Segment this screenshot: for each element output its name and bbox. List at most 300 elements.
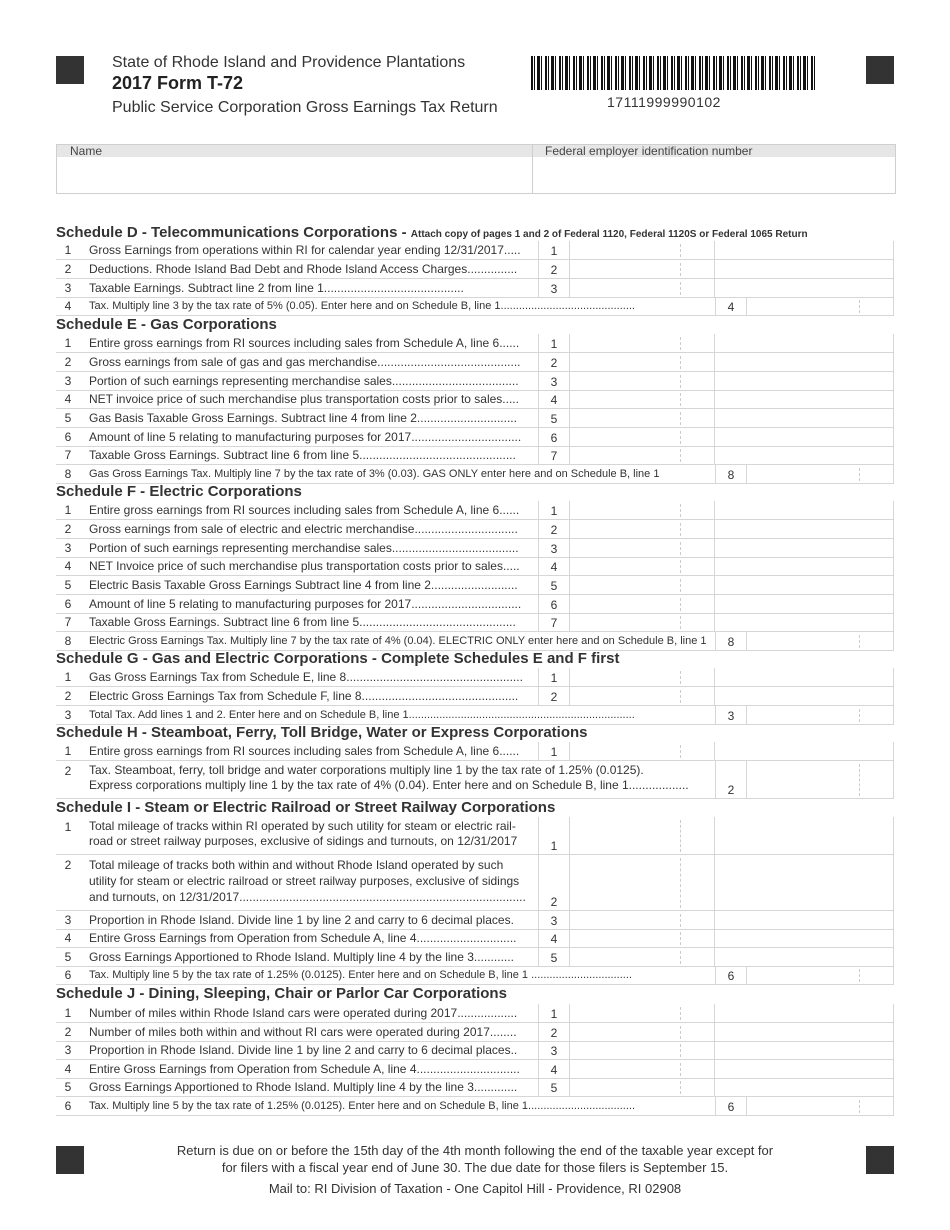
line-text: Electric Basis Taxable Gross Earnings Subtract line 4 from line 2.......................... xyxy=(89,578,518,592)
line-amount-input[interactable] xyxy=(570,929,715,948)
line-number: 4 xyxy=(64,392,72,406)
cents-divider xyxy=(680,504,681,517)
line-text: Proportion in Rhode Island. Divide line 1 by line 2 and carry to 6 decimal places. xyxy=(89,913,514,927)
line-text: Number of miles both within and without RI cars were operated during 2017........ xyxy=(89,1025,517,1039)
line-amount-input[interactable] xyxy=(570,1004,715,1023)
line-box-number: 1 xyxy=(538,501,570,520)
line-text: Gross Earnings Apportioned to Rhode Island. Multiply line 4 by the line 3............ xyxy=(89,950,514,964)
tax-amount-input[interactable] xyxy=(747,297,894,316)
line-number: 1 xyxy=(64,243,72,257)
line-text: Tax. Multiply line 5 by the tax rate of 1.25% (0.0125). Enter here and on Schedule B, line 1................................... xyxy=(89,1100,636,1112)
line-amount-input[interactable] xyxy=(570,742,715,761)
schedule-i-title xyxy=(56,799,555,816)
schedule-d-line-1 xyxy=(56,241,894,260)
form-subtitle: Public Service Corporation Gross Earnings Tax Return xyxy=(112,99,498,116)
line-text-continued: utility for steam or electric railroad or street railway purposes, exclusive of sidings xyxy=(89,874,520,888)
right-column-blank xyxy=(715,1078,894,1097)
schedule-e-line-3 xyxy=(56,372,894,391)
line-number: 3 xyxy=(64,708,72,722)
schedule-j-line-4 xyxy=(56,1060,894,1079)
footer-mail-to: Mail to: RI Division of Taxation - One Capitol Hill - Providence, RI 02908 xyxy=(268,1181,682,1196)
line-box-number: 1 xyxy=(538,817,570,855)
line-description xyxy=(89,1080,517,1094)
line-amount-input[interactable] xyxy=(570,539,715,558)
line-text-continued: road or street railway purposes, exclusive of sidings and turnouts, on 12/31/2017 xyxy=(89,834,518,848)
cents-divider xyxy=(859,709,860,722)
line-number: 3 xyxy=(64,913,72,927)
schedule-f-line-3 xyxy=(56,539,894,558)
schedule-d-line-2 xyxy=(56,260,894,279)
line-description xyxy=(89,819,517,849)
cents-divider xyxy=(680,560,681,573)
line-box-number: 5 xyxy=(538,948,570,967)
line-amount-input[interactable] xyxy=(570,595,715,614)
schedule-h-line-1 xyxy=(56,742,894,761)
line-box-number: 4 xyxy=(715,297,747,316)
line-number: 2 xyxy=(64,858,72,872)
line-text: Deductions. Rhode Island Bad Debt and Rhode Island Access Charges............... xyxy=(89,262,518,276)
line-number: 5 xyxy=(64,950,72,964)
line-description xyxy=(89,931,517,945)
line-number: 2 xyxy=(64,1025,72,1039)
line-text: Tax. Multiply line 3 by the tax rate of 5% (0.05). Enter here and on Schedule B, line 1............................................ xyxy=(89,300,635,312)
line-amount-input[interactable] xyxy=(570,668,715,687)
tax-amount-input[interactable] xyxy=(747,966,894,985)
schedule-e-line-6 xyxy=(56,428,894,447)
line-number: 6 xyxy=(64,1099,72,1113)
line-description xyxy=(89,857,526,905)
line-box-number: 4 xyxy=(538,557,570,576)
line-box-number: 1 xyxy=(538,334,570,353)
right-column-blank xyxy=(715,557,894,576)
cents-divider xyxy=(680,932,681,945)
line-number: 4 xyxy=(64,931,72,945)
line-number: 1 xyxy=(64,503,72,517)
cents-divider xyxy=(680,263,681,276)
schedule-e-line-4 xyxy=(56,390,894,409)
line-amount-input[interactable] xyxy=(570,1041,715,1060)
line-text: Amount of line 5 relating to manufacturing purposes for 2017................................. xyxy=(89,597,522,611)
line-description xyxy=(89,355,521,369)
right-column-blank xyxy=(715,1023,894,1042)
tax-amount-input[interactable] xyxy=(747,632,894,651)
line-text: Amount of line 5 relating to manufacturing purposes for 2017................................. xyxy=(89,430,522,444)
line-amount-input[interactable] xyxy=(570,1023,715,1042)
line-number: 5 xyxy=(64,578,72,592)
line-text: Taxable Gross Earnings. Subtract line 6 from line 5............................................... xyxy=(89,448,516,462)
line-text: Taxable Gross Earnings. Subtract line 6 from line 5............................................... xyxy=(89,615,516,629)
schedule-e-line-7 xyxy=(56,446,894,465)
footer-due-line-1: Return is due on or before the 15th day of the 4th month following the end of the taxable year except for xyxy=(176,1143,774,1158)
line-text: Gross Earnings Apportioned to Rhode Island. Multiply line 4 by the line 3............. xyxy=(89,1080,518,1094)
registration-mark-top-right xyxy=(866,56,894,84)
right-column-blank xyxy=(715,334,894,353)
line-text-continued: Express corporations multiply line 1 by the tax rate of 4% (0.04). Enter here and on Schedule B, line 1.................. xyxy=(89,778,689,792)
line-description xyxy=(89,281,464,295)
line-description xyxy=(89,262,517,276)
tax-amount-input[interactable] xyxy=(747,706,894,725)
line-box-number: 6 xyxy=(715,1097,747,1116)
right-column-blank xyxy=(715,613,894,632)
line-text: Entire gross earnings from RI sources including sales from Schedule A, line 6...... xyxy=(89,336,520,350)
line-box-number: 8 xyxy=(715,632,747,651)
line-description xyxy=(89,503,519,517)
line-box-number: 8 xyxy=(715,465,747,484)
line-amount-input[interactable] xyxy=(570,409,715,428)
line-box-number: 3 xyxy=(538,1041,570,1060)
cents-divider xyxy=(680,690,681,703)
cents-divider xyxy=(859,969,860,982)
line-description xyxy=(89,1043,517,1057)
cents-divider xyxy=(680,1044,681,1057)
line-amount-input[interactable] xyxy=(570,948,715,967)
cents-divider xyxy=(680,523,681,536)
schedule-g-line-2 xyxy=(56,687,894,706)
name-input[interactable] xyxy=(57,157,532,193)
cents-divider xyxy=(680,1026,681,1039)
schedule-f-title xyxy=(56,483,302,500)
cents-divider xyxy=(680,671,681,684)
line-amount-input[interactable] xyxy=(570,687,715,706)
cents-divider xyxy=(859,764,860,796)
schedule-f-line-7 xyxy=(56,613,894,632)
schedule-j-line-6 xyxy=(56,1097,894,1116)
right-column-blank xyxy=(715,929,894,948)
schedule-e-line-5 xyxy=(56,409,894,428)
line-amount-input[interactable] xyxy=(570,1078,715,1097)
schedule-i-line-3 xyxy=(56,911,894,930)
line-number: 8 xyxy=(64,634,72,648)
line-box-number: 6 xyxy=(538,428,570,447)
cents-divider xyxy=(680,449,681,462)
line-box-number: 2 xyxy=(538,520,570,539)
line-amount-input[interactable] xyxy=(570,372,715,391)
cents-divider xyxy=(859,468,860,481)
cents-divider xyxy=(680,244,681,257)
line-description xyxy=(89,968,632,982)
line-number: 6 xyxy=(64,968,72,982)
cents-divider xyxy=(680,820,681,852)
line-number: 7 xyxy=(64,615,72,629)
schedule-e-title xyxy=(56,316,277,333)
line-text: Gross earnings from sale of electric and electric merchandise............................... xyxy=(89,522,518,536)
line-box-number: 3 xyxy=(715,706,747,725)
line-box-number: 2 xyxy=(538,353,570,372)
right-column-blank xyxy=(715,668,894,687)
barcode xyxy=(531,56,817,90)
line-text: Entire Gross Earnings from Operation from Schedule A, line 4.............................. xyxy=(89,931,517,945)
schedule-d-line-4 xyxy=(56,297,894,316)
line-box-number: 6 xyxy=(538,595,570,614)
line-amount-input[interactable] xyxy=(570,817,715,855)
cents-divider xyxy=(680,951,681,964)
line-amount-input[interactable] xyxy=(570,911,715,930)
line-amount-input[interactable] xyxy=(570,353,715,372)
line-description xyxy=(89,1099,635,1113)
line-description xyxy=(89,336,519,350)
schedule-e-title-text: Schedule E - Gas Corporations xyxy=(56,316,277,333)
line-amount-input[interactable] xyxy=(570,428,715,447)
line-amount-input[interactable] xyxy=(570,501,715,520)
line-description xyxy=(89,448,516,462)
line-box-number: 2 xyxy=(538,1023,570,1042)
schedule-i-line-1 xyxy=(56,817,894,855)
cents-divider xyxy=(680,1007,681,1020)
line-text: Entire gross earnings from RI sources including sales from Schedule A, line 6...... xyxy=(89,744,520,758)
line-description xyxy=(89,467,659,481)
line-description xyxy=(89,541,519,555)
line-box-number: 1 xyxy=(538,668,570,687)
cents-divider xyxy=(680,745,681,758)
line-box-number: 3 xyxy=(538,372,570,391)
line-box-number: 7 xyxy=(538,613,570,632)
line-description xyxy=(89,763,689,793)
schedule-d-line-3 xyxy=(56,279,894,298)
line-description xyxy=(89,299,635,313)
line-text: Portion of such earnings representing merchandise sales...................................... xyxy=(89,541,519,555)
line-description xyxy=(89,392,519,406)
line-box-number: 2 xyxy=(538,687,570,706)
schedule-j-line-3 xyxy=(56,1041,894,1060)
line-description xyxy=(89,559,520,573)
line-box-number: 3 xyxy=(538,539,570,558)
line-number: 4 xyxy=(64,559,72,573)
line-text: Entire Gross Earnings from Operation from Schedule A, line 4............................... xyxy=(89,1062,520,1076)
schedule-g-title-text: Schedule G - Gas and Electric Corporations - Complete Schedules E and F first xyxy=(56,650,620,667)
schedule-j-line-2 xyxy=(56,1023,894,1042)
line-box-number: 4 xyxy=(538,929,570,948)
line-number: 3 xyxy=(64,281,72,295)
line-box-number: 1 xyxy=(538,1004,570,1023)
form-title: 2017 Form T-72 xyxy=(112,73,244,93)
line-description xyxy=(89,913,514,927)
right-column-blank xyxy=(715,446,894,465)
schedule-d-title-text: Schedule D - Telecommunications Corporations - xyxy=(56,224,407,241)
right-column-blank xyxy=(715,687,894,706)
form-header xyxy=(112,54,498,117)
line-text: Number of miles within Rhode Island cars were operated during 2017.................. xyxy=(89,1006,518,1020)
line-number: 8 xyxy=(64,467,72,481)
right-column-blank xyxy=(715,260,894,279)
line-box-number: 2 xyxy=(715,761,747,799)
line-description xyxy=(89,597,521,611)
line-text-continued: and turnouts, on 12/31/2017...................................................................................... xyxy=(89,890,526,904)
registration-mark-top-left xyxy=(56,56,84,84)
line-description xyxy=(89,578,518,592)
line-text: Gas Gross Earnings Tax. Multiply line 7 by the tax rate of 3% (0.03). GAS ONLY enter here and on Schedule B, line 1 xyxy=(89,468,660,480)
cents-divider xyxy=(859,1100,860,1113)
schedule-h-title xyxy=(56,724,588,741)
line-amount-input[interactable] xyxy=(570,576,715,595)
right-column-blank xyxy=(715,353,894,372)
schedule-i-line-6 xyxy=(56,966,894,985)
line-number: 1 xyxy=(64,1006,72,1020)
line-text: Gas Basis Taxable Gross Earnings. Subtract line 4 from line 2.............................. xyxy=(89,411,517,425)
line-number: 6 xyxy=(64,597,72,611)
line-text: Proportion in Rhode Island. Divide line 1 by line 2 and carry to 6 decimal places.. xyxy=(89,1043,518,1057)
line-description xyxy=(89,615,516,629)
cents-divider xyxy=(680,858,681,908)
schedule-h-line-2 xyxy=(56,761,894,799)
line-text: Gas Gross Earnings Tax from Schedule E, line 8..................................................... xyxy=(89,670,523,684)
line-number: 2 xyxy=(64,522,72,536)
line-box-number: 6 xyxy=(715,966,747,985)
name-label: Name xyxy=(70,144,103,158)
tax-amount-input[interactable] xyxy=(747,465,894,484)
line-description xyxy=(89,430,521,444)
line-description xyxy=(89,1006,517,1020)
line-number: 4 xyxy=(64,1062,72,1076)
line-amount-input[interactable] xyxy=(570,446,715,465)
cents-divider xyxy=(680,1081,681,1094)
right-column-blank xyxy=(715,1041,894,1060)
line-description xyxy=(89,243,521,257)
schedule-g-title xyxy=(56,650,619,667)
cents-divider xyxy=(680,542,681,555)
line-description xyxy=(89,411,517,425)
schedule-i-title-text: Schedule I - Steam or Electric Railroad or Street Railway Corporations xyxy=(56,799,556,816)
right-column-blank xyxy=(715,279,894,298)
cents-divider xyxy=(680,356,681,369)
line-amount-input[interactable] xyxy=(570,279,715,298)
line-description xyxy=(89,374,519,388)
line-box-number: 3 xyxy=(538,911,570,930)
right-column-blank xyxy=(715,595,894,614)
line-amount-input[interactable] xyxy=(570,520,715,539)
schedule-h-title-text: Schedule H - Steamboat, Ferry, Toll Bridge, Water or Express Corporations xyxy=(56,724,588,741)
cents-divider xyxy=(680,412,681,425)
cents-divider xyxy=(680,1063,681,1076)
cents-divider xyxy=(680,914,681,927)
cents-divider xyxy=(680,282,681,295)
line-description xyxy=(89,522,518,536)
line-text: Gross earnings from sale of gas and gas merchandise........................................... xyxy=(89,355,521,369)
right-column-blank xyxy=(715,855,894,911)
fein-input[interactable] xyxy=(533,157,895,193)
right-column-blank xyxy=(715,1060,894,1079)
schedule-d-attach-note: Attach copy of pages 1 and 2 of Federal 1120, Federal 1120S or Federal 1065 Return xyxy=(410,229,808,240)
line-number: 1 xyxy=(64,744,72,758)
line-amount-input[interactable] xyxy=(570,855,715,911)
cents-divider xyxy=(680,431,681,444)
schedule-j-title xyxy=(56,985,507,1002)
cents-divider xyxy=(680,337,681,350)
right-column-blank xyxy=(715,1004,894,1023)
line-number: 5 xyxy=(64,411,72,425)
line-amount-input[interactable] xyxy=(570,1060,715,1079)
line-amount-input[interactable] xyxy=(570,334,715,353)
line-description xyxy=(89,689,518,703)
schedule-e-line-2 xyxy=(56,353,894,372)
line-box-number: 4 xyxy=(538,390,570,409)
cents-divider xyxy=(680,393,681,406)
right-column-blank xyxy=(715,539,894,558)
line-number: 2 xyxy=(64,764,72,778)
schedule-f-line-6 xyxy=(56,595,894,614)
schedule-e-line-8 xyxy=(56,465,894,484)
cents-divider xyxy=(680,579,681,592)
schedule-f-line-8 xyxy=(56,632,894,651)
schedule-f-line-1 xyxy=(56,501,894,520)
line-text: Portion of such earnings representing merchandise sales...................................... xyxy=(89,374,519,388)
line-number: 1 xyxy=(64,336,72,350)
right-column-blank xyxy=(715,241,894,260)
line-text: Total mileage of tracks within RI operated by such utility for steam or electric rail- xyxy=(89,819,516,833)
line-text: Electric Gross Earnings Tax. Multiply line 7 by the tax rate of 4% (0.04). ELECTRIC ONLY enter here and on Schedule B, line 1 xyxy=(89,635,707,647)
right-column-blank xyxy=(715,428,894,447)
line-number: 3 xyxy=(64,541,72,555)
tax-amount-input[interactable] xyxy=(747,1097,894,1116)
schedule-g-line-1 xyxy=(56,668,894,687)
schedule-i-line-2 xyxy=(56,855,894,911)
cents-divider xyxy=(680,375,681,388)
line-number: 2 xyxy=(64,355,72,369)
line-text: NET invoice price of such merchandise plus transportation costs prior to sales..... xyxy=(89,392,519,406)
line-description xyxy=(89,708,635,722)
line-description xyxy=(89,744,519,758)
cents-divider xyxy=(859,300,860,313)
line-text: Total Tax. Add lines 1 and 2. Enter here and on Schedule B, line 1.......................................................................... xyxy=(89,709,635,721)
right-column-blank xyxy=(715,520,894,539)
line-description xyxy=(89,1025,517,1039)
right-column-blank xyxy=(715,576,894,595)
line-text: Taxable Earnings. Subtract line 2 from line 1.......................................... xyxy=(89,281,464,295)
right-column-blank xyxy=(715,501,894,520)
line-text: Gross Earnings from operations within RI for calendar year ending 12/31/2017..... xyxy=(89,243,521,257)
footer-due-line-2: for filers with a fiscal year end of June 30. The due date for those filers is September 15. xyxy=(221,1160,729,1175)
line-number: 2 xyxy=(64,689,72,703)
line-box-number: 5 xyxy=(538,409,570,428)
line-amount-input[interactable] xyxy=(570,613,715,632)
line-box-number: 1 xyxy=(538,742,570,761)
cents-divider xyxy=(680,598,681,611)
line-description xyxy=(89,950,514,964)
right-column-blank xyxy=(715,911,894,930)
line-amount-input[interactable] xyxy=(570,390,715,409)
line-number: 3 xyxy=(64,1043,72,1057)
cents-divider xyxy=(859,635,860,648)
line-description xyxy=(89,1062,520,1076)
schedule-f-line-2 xyxy=(56,520,894,539)
right-column-blank xyxy=(715,742,894,761)
line-amount-input[interactable] xyxy=(570,241,715,260)
line-number: 6 xyxy=(64,430,72,444)
schedule-e-line-1 xyxy=(56,334,894,353)
schedule-f-line-4 xyxy=(56,557,894,576)
barcode-number: 17111999990102 xyxy=(607,94,721,110)
line-number: 5 xyxy=(64,1080,72,1094)
line-description xyxy=(89,634,707,648)
tax-amount-input[interactable] xyxy=(747,761,894,799)
line-text: Electric Gross Earnings Tax from Schedule F, line 8............................................... xyxy=(89,689,519,703)
line-number: 7 xyxy=(64,448,72,462)
line-text: Entire gross earnings from RI sources including sales from Schedule A, line 6...... xyxy=(89,503,520,517)
right-column-blank xyxy=(715,409,894,428)
line-box-number: 4 xyxy=(538,1060,570,1079)
line-amount-input[interactable] xyxy=(570,557,715,576)
schedule-j-line-5 xyxy=(56,1078,894,1097)
right-column-blank xyxy=(715,817,894,855)
schedule-i-line-4 xyxy=(56,929,894,948)
schedule-j-title-text: Schedule J - Dining, Sleeping, Chair or Parlor Car Corporations xyxy=(56,985,507,1002)
line-box-number: 7 xyxy=(538,446,570,465)
taxpayer-id-box xyxy=(56,144,896,194)
schedule-f-title-text: Schedule F - Electric Corporations xyxy=(56,483,302,500)
schedule-f-line-5 xyxy=(56,576,894,595)
schedule-d-title xyxy=(56,224,808,241)
line-amount-input[interactable] xyxy=(570,260,715,279)
line-number: 1 xyxy=(64,820,72,834)
